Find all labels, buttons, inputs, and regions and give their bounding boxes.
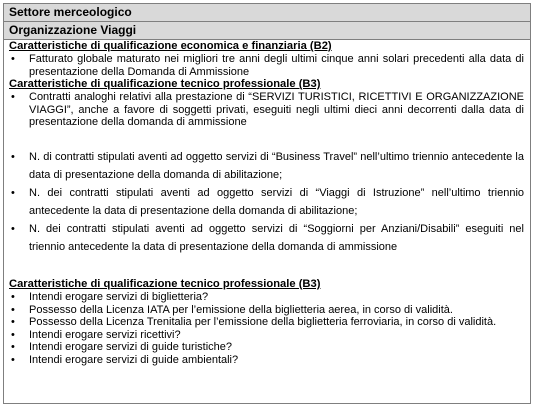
bullet-icon: • [11,316,15,329]
list-item [9,184,524,220]
bullet-icon: • [11,150,15,163]
bullet-icon: • [11,91,15,104]
list-item [9,354,524,367]
list-item-text: Possesso della Licenza IATA per l’emissione della biglietteria aerea, in corso di validità. [29,303,453,316]
section-title-b3-second: Caratteristiche di qualificazione tecnico professionale (B3) [9,277,321,290]
section-title-b2: Caratteristiche di qualificazione economica e finanziaria (B2) [9,40,332,52]
table-header [4,4,530,40]
list-item-text: Intendi erogare servizi di guide turistiche? [29,341,233,354]
list-item [9,304,524,317]
table-body [4,40,530,367]
list-item [9,220,524,256]
list-item-text: Intendi erogare servizi di guide ambientali? [29,353,239,366]
list-item-text: N. dei contratti stipulati aventi ad oggetto servizi di “Soggiorni per Anziani/Disabili” eseguiti nel triennio antecedente la data di presentazione della domanda di ammissione [29,222,524,253]
bullet-icon: • [11,186,15,199]
list-item-text: N. di contratti stipulati aventi ad oggetto servizi di “Business Travel” nell’ultimo triennio antecedente la data di presentazione della domanda di abilitazione; [29,150,524,181]
list-item-text: Intendi erogare servizi ricettivi? [29,328,181,341]
list-item [9,291,524,304]
list-item-text: Possesso della Licenza Trenitalia per l’emissione della biglietteria ferroviaria, in corso di validità. [29,316,497,329]
list-item [9,329,524,342]
list-item [9,316,524,329]
bullet-icon: • [11,53,15,65]
list-item [9,53,524,78]
list-item-text: Intendi erogare servizi di biglietteria? [29,290,209,303]
bullet-icon: • [11,341,15,354]
list-item [9,341,524,354]
list-item-text: N. dei contratti stipulati aventi ad oggetto servizi di “Viaggi di Istruzione” nell’ultimo triennio antecedente la data di presentazione della domanda di abilitazione; [29,186,524,217]
bullet-icon: • [11,303,15,316]
list-item [9,91,524,129]
list-item-text: Contratti analoghi relativi alla prestazione di “SERVIZI TURISTICI, RICETTIVI E ORGANIZZAZIONE VIAGGI”, anche a favore di soggetti privati, eseguiti negli ultimi dieci anni decorrenti dalla data di presentazione della domanda di ammissione [29,91,524,129]
list-item-text: Fatturato globale maturato nei migliori tre anni degli ultimi cinque anni solari precedenti alla data di presentazione della Domanda di Ammissione [29,53,524,78]
bullet-icon: • [11,290,15,303]
bullet-icon: • [11,328,15,341]
requirements-table [3,3,531,404]
bullet-icon: • [11,222,15,235]
section-title-b3: Caratteristiche di qualificazione tecnico professionale (B3) [9,78,321,91]
header-sector-value: Organizzazione Viaggi [4,21,530,39]
list-item [9,148,524,184]
header-sector-label: Settore merceologico [9,5,132,19]
bullet-icon: • [11,353,15,366]
